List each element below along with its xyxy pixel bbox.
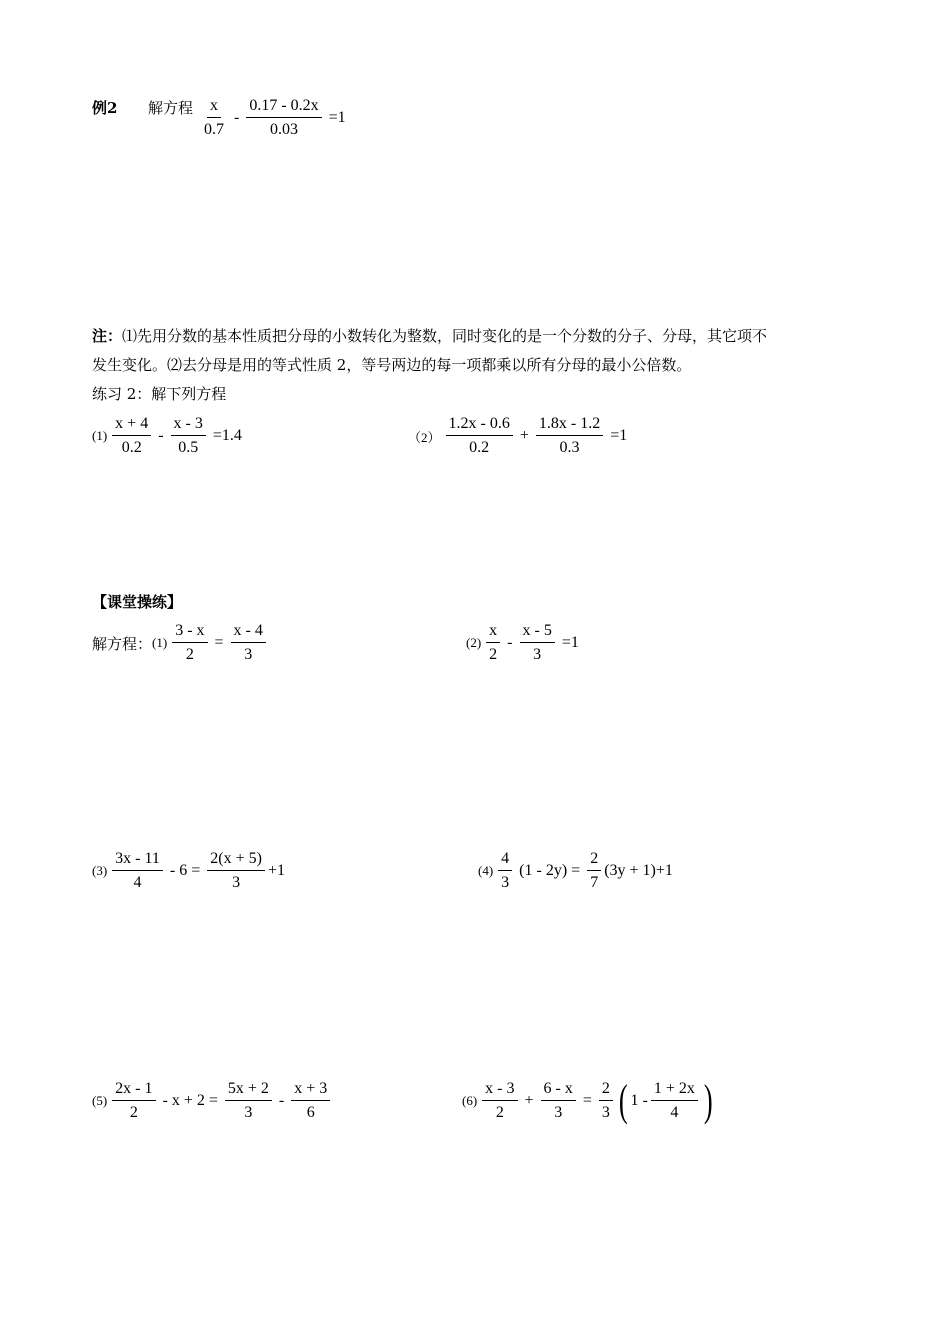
numerator: 2x - 1	[112, 1080, 155, 1101]
numerator: 2(x + 5)	[207, 850, 265, 871]
practice2-problem-1	[92, 415, 246, 457]
denominator: 7	[590, 874, 599, 891]
problem-label: (4)	[478, 863, 494, 878]
denominator: 6	[306, 1104, 315, 1121]
problem-label: (6)	[462, 1093, 478, 1108]
equals-value: =1	[561, 634, 579, 651]
fraction	[112, 415, 151, 457]
denominator: 3	[501, 874, 510, 891]
note-prefix: 注：	[92, 327, 123, 345]
denominator: 2	[185, 646, 194, 663]
denominator: 0.5	[178, 439, 199, 456]
right-terms: (3y + 1)+1	[604, 862, 673, 879]
fraction	[172, 622, 207, 664]
fraction	[498, 850, 512, 892]
denominator: 3	[244, 1104, 253, 1121]
numerator: x	[486, 622, 500, 643]
denominator: 4	[670, 1104, 679, 1121]
problem-label: （2）	[408, 429, 441, 445]
numerator: x - 3	[171, 415, 206, 436]
example-prompt: 解方程	[148, 99, 194, 117]
fraction	[482, 1080, 517, 1122]
denominator: 3	[601, 1104, 610, 1121]
equals-value: =1	[328, 109, 346, 126]
practice2-title: 练习 2：解下列方程	[92, 385, 227, 403]
inner-terms: 1 -	[630, 1092, 648, 1109]
classwork-problem-1	[92, 622, 269, 664]
note-line-1	[92, 321, 767, 351]
equals-value: =1	[610, 427, 628, 444]
operator: -	[234, 109, 240, 126]
numerator: x + 4	[112, 415, 151, 436]
numerator: x - 5	[520, 622, 555, 643]
left-paren: (	[618, 1076, 628, 1125]
denominator: 3	[244, 646, 253, 663]
numerator: 1 + 2x	[651, 1080, 698, 1101]
denominator: 3	[554, 1104, 563, 1121]
fraction	[520, 622, 555, 664]
operator: =	[214, 634, 224, 651]
operator: -	[507, 634, 513, 651]
note-text-1: ⑴先用分数的基本性质把分母的小数转化为整数，同时变化的是一个分数的分子、分母，其它项不	[122, 327, 768, 345]
classwork-problem-2	[466, 622, 583, 664]
denominator: 0.2	[469, 439, 490, 456]
classwork-problem-4	[478, 850, 673, 892]
fraction	[536, 415, 603, 457]
numerator: 6 - x	[541, 1080, 576, 1101]
numerator: 2	[599, 1080, 613, 1101]
operator: -	[278, 1092, 285, 1109]
denominator: 0.3	[559, 439, 580, 456]
operator: +	[524, 1092, 534, 1109]
fraction	[225, 1080, 272, 1122]
fraction	[171, 415, 206, 457]
fraction	[486, 622, 500, 664]
operator: =	[582, 1092, 592, 1109]
problem-label: (1)	[152, 635, 168, 650]
operator: -	[158, 427, 164, 444]
fraction	[587, 850, 601, 892]
numerator: x	[207, 97, 221, 118]
fraction	[651, 1080, 698, 1122]
fraction	[201, 97, 227, 139]
denominator: 4	[133, 874, 142, 891]
denominator: 2	[495, 1104, 504, 1121]
fraction	[112, 850, 163, 892]
classwork-title: 【课堂操练】	[92, 593, 183, 611]
problem-label: (5)	[92, 1093, 108, 1108]
note-line-2: 发生变化。⑵去分母是用的等式性质 2，等号两边的每一项都乘以所有分母的最小公倍数。	[92, 356, 692, 374]
operator: +	[519, 427, 529, 444]
denominator: 2	[129, 1104, 138, 1121]
denominator: 2	[489, 646, 498, 663]
fraction	[231, 622, 266, 664]
classwork-problem-3	[92, 850, 285, 892]
denominator: 3	[232, 874, 241, 891]
fraction	[207, 850, 265, 892]
fraction	[291, 1080, 330, 1122]
fraction	[446, 415, 513, 457]
middle-terms: - x + 2 =	[162, 1092, 218, 1109]
denominator: 3	[533, 646, 542, 663]
example-label: 例2	[92, 99, 118, 117]
right-terms: +1	[267, 862, 285, 879]
middle-terms: (1 - 2y) =	[519, 862, 581, 879]
fraction	[246, 97, 321, 139]
numerator: 3x - 11	[112, 850, 163, 871]
problem-label: (3)	[92, 863, 108, 878]
numerator: 0.17 - 0.2x	[246, 97, 321, 118]
middle-terms: - 6 =	[169, 862, 201, 879]
classwork-prompt: 解方程：	[92, 634, 153, 653]
problem-label: (1)	[92, 428, 108, 443]
numerator: x + 3	[291, 1080, 330, 1101]
denominator: 0.03	[269, 121, 298, 138]
numerator: 1.8x - 1.2	[536, 415, 603, 436]
equals-value: =1.4	[212, 427, 242, 444]
fraction	[599, 1080, 613, 1122]
numerator: 5x + 2	[225, 1080, 272, 1101]
numerator: 4	[498, 850, 512, 871]
fraction	[112, 1080, 155, 1122]
example2-equation	[198, 97, 350, 139]
denominator: 0.7	[204, 121, 224, 138]
fraction	[541, 1080, 576, 1122]
classwork-problem-5	[92, 1080, 333, 1122]
right-paren: )	[703, 1076, 713, 1125]
practice2-problem-2	[408, 415, 631, 457]
numerator: 3 - x	[172, 622, 207, 643]
numerator: 2	[587, 850, 601, 871]
numerator: x - 3	[482, 1080, 517, 1101]
numerator: x - 4	[231, 622, 266, 643]
problem-label: (2)	[466, 635, 482, 650]
numerator: 1.2x - 0.6	[446, 415, 513, 436]
classwork-problem-6	[462, 1076, 716, 1125]
denominator: 0.2	[121, 439, 142, 456]
